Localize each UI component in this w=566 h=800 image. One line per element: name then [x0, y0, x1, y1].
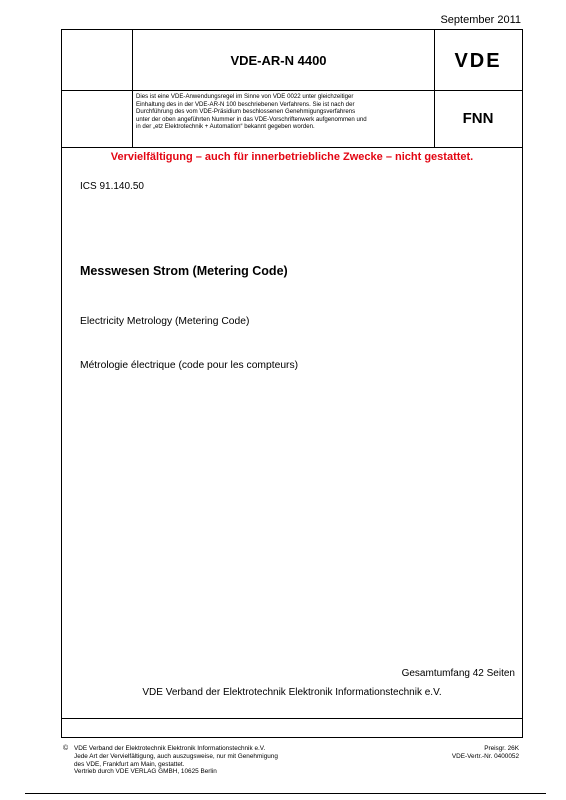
footer-line: des VDE, Frankfurt am Main, gestattet. [74, 760, 185, 768]
ics-code: ICS 91.140.50 [80, 181, 144, 192]
vde-logo [434, 30, 522, 90]
publication-date: September 2011 [440, 14, 521, 26]
bottom-rule [25, 793, 546, 794]
notice-line: Durchführung des vom VDE-Präsidium beschlossenen Genehmigungsverfahrens [136, 108, 356, 116]
notice-line: Einhaltung des in der VDE-AR-N 100 beschriebenen Verfahrens. Sie ist nach der [136, 100, 355, 108]
standard-number: VDE-AR-N 4400 [230, 52, 327, 68]
copyright-icon: © [63, 745, 69, 752]
title-english: Electricity Metrology (Metering Code) [80, 316, 250, 327]
distribution-number: VDE-Vertr.-Nr. 0400052 [451, 752, 519, 760]
footer-line: VDE Verband der Elektrotechnik Elektronik Informationstechnik e.V. [74, 745, 266, 752]
footer-line: Jede Art der Vervielfältigung, auch auszugsweise, nur mit Genehmigung [74, 752, 278, 760]
header-divider-bottom [62, 147, 522, 148]
price-group: Preisgr. 26K [484, 745, 519, 752]
page-count: Gesamtumfang 42 Seiten [401, 668, 515, 679]
approval-notice [136, 93, 421, 131]
reproduction-warning: Vervielfältigung – auch für innerbetriebliche Zwecke – nicht gestattet. [110, 151, 474, 163]
title-page-frame [61, 29, 523, 738]
svg-text:VDE: VDE [454, 50, 502, 71]
notice-line: unter der oben angeführten Nummer in das VDE-Vorschriftenwerk aufgenommen und [136, 115, 367, 123]
title-german: Messwesen Strom (Metering Code) [80, 264, 288, 278]
notice-line: in der „etz Elektrotechnik + Automation“ bekannt gegeben worden. [136, 123, 315, 131]
bottom-divider [62, 718, 522, 719]
fnn-label: FNN [462, 110, 494, 127]
publisher: VDE Verband der Elektrotechnik Elektronik Informationstechnik e.V. [142, 687, 442, 698]
footer-copyright [74, 745, 278, 776]
notice-line: Dies ist eine VDE-Anwendungsregel im Sinne von VDE 0022 unter gleichzeitiger [136, 93, 354, 100]
footer-line: Vertrieb durch VDE VERLAG GMBH, 10625 Berlin [74, 768, 217, 776]
title-french: Métrologie électrique (code pour les compteurs) [80, 360, 299, 371]
footer-price-info [452, 745, 519, 761]
vde-logo-icon [443, 49, 513, 71]
